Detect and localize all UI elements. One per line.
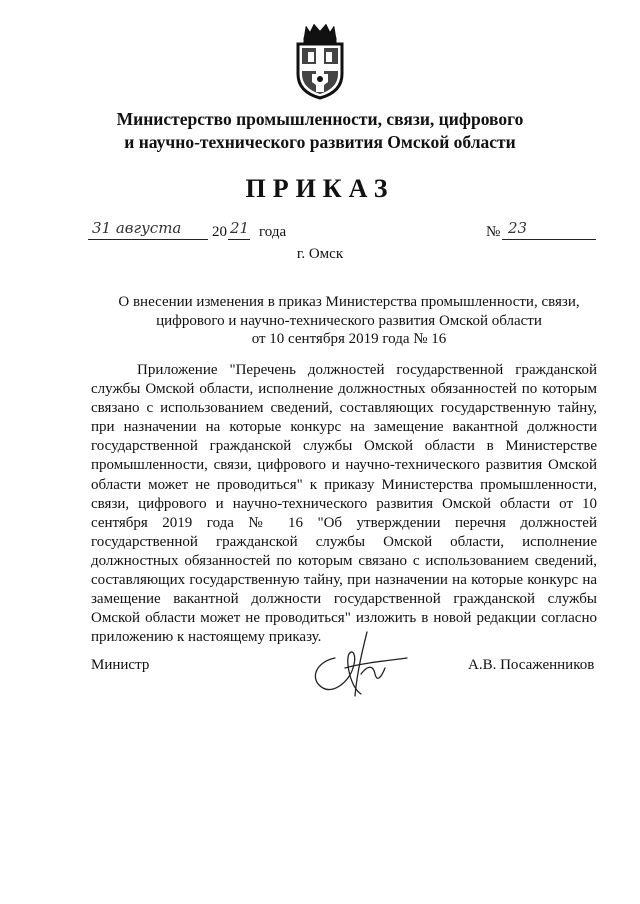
signatory-position: Министр [91, 657, 150, 673]
handwritten-number: 23 [508, 219, 528, 237]
number-label: № [486, 224, 501, 240]
year-prefix: 20 [212, 224, 227, 240]
handwritten-year: 21 [230, 219, 250, 237]
ministry-name-line-2: и научно-технического развития Омской области [124, 132, 516, 152]
handwritten-signature-icon [305, 628, 415, 700]
handwritten-date: 31 августа [92, 219, 182, 237]
year-underline [228, 239, 250, 240]
subject-line-1: О внесении изменения в приказ Министерства промышленности, связи, [118, 294, 580, 310]
date-underline [88, 239, 208, 240]
ministry-name-line-1: Министерство промышленности, связи, цифрового [116, 109, 524, 129]
subject-line-3: от 10 сентября 2019 года № 16 [251, 331, 447, 347]
subject-line-2: цифрового и научно-технического развития Омской области [156, 312, 542, 329]
coat-of-arms-icon [292, 22, 348, 100]
year-word: года [259, 224, 287, 240]
city: г. Омск [296, 246, 344, 262]
document-title: ПРИКАЗ [245, 174, 395, 203]
number-underline [502, 239, 596, 240]
order-body-paragraph: Приложение "Перечень должностей государственной гражданской службы Омской области, исполнение должностных обязанностей по которым связано с использованием сведений, составляющих государственную тайну, при назначении на которые конкурс на замещение вакантной должности государственной гражданской службы Омской области в Министерстве промышленности, связи, цифрового и научно-технического развития Омской области может не проводиться" к приказу Министерства промышленности, связи, цифрового и научно-технического развития Омской области от 10 сентября 2019 года № 16 "Об утверждении перечня должностей государственной гражданской службы Омской области, исполнение должностных обязанностей по которым связано с использованием сведений, составляющих государственную тайну, при назначении на которые конкурс на замещение вакантной должности государственной гражданской службы Омской области может не проводиться" изложить в новой редакции согласно приложению к настоящему приказу. [91, 362, 597, 646]
signatory-name: А.В. Посаженников [468, 657, 595, 673]
order-subject [110, 293, 588, 349]
